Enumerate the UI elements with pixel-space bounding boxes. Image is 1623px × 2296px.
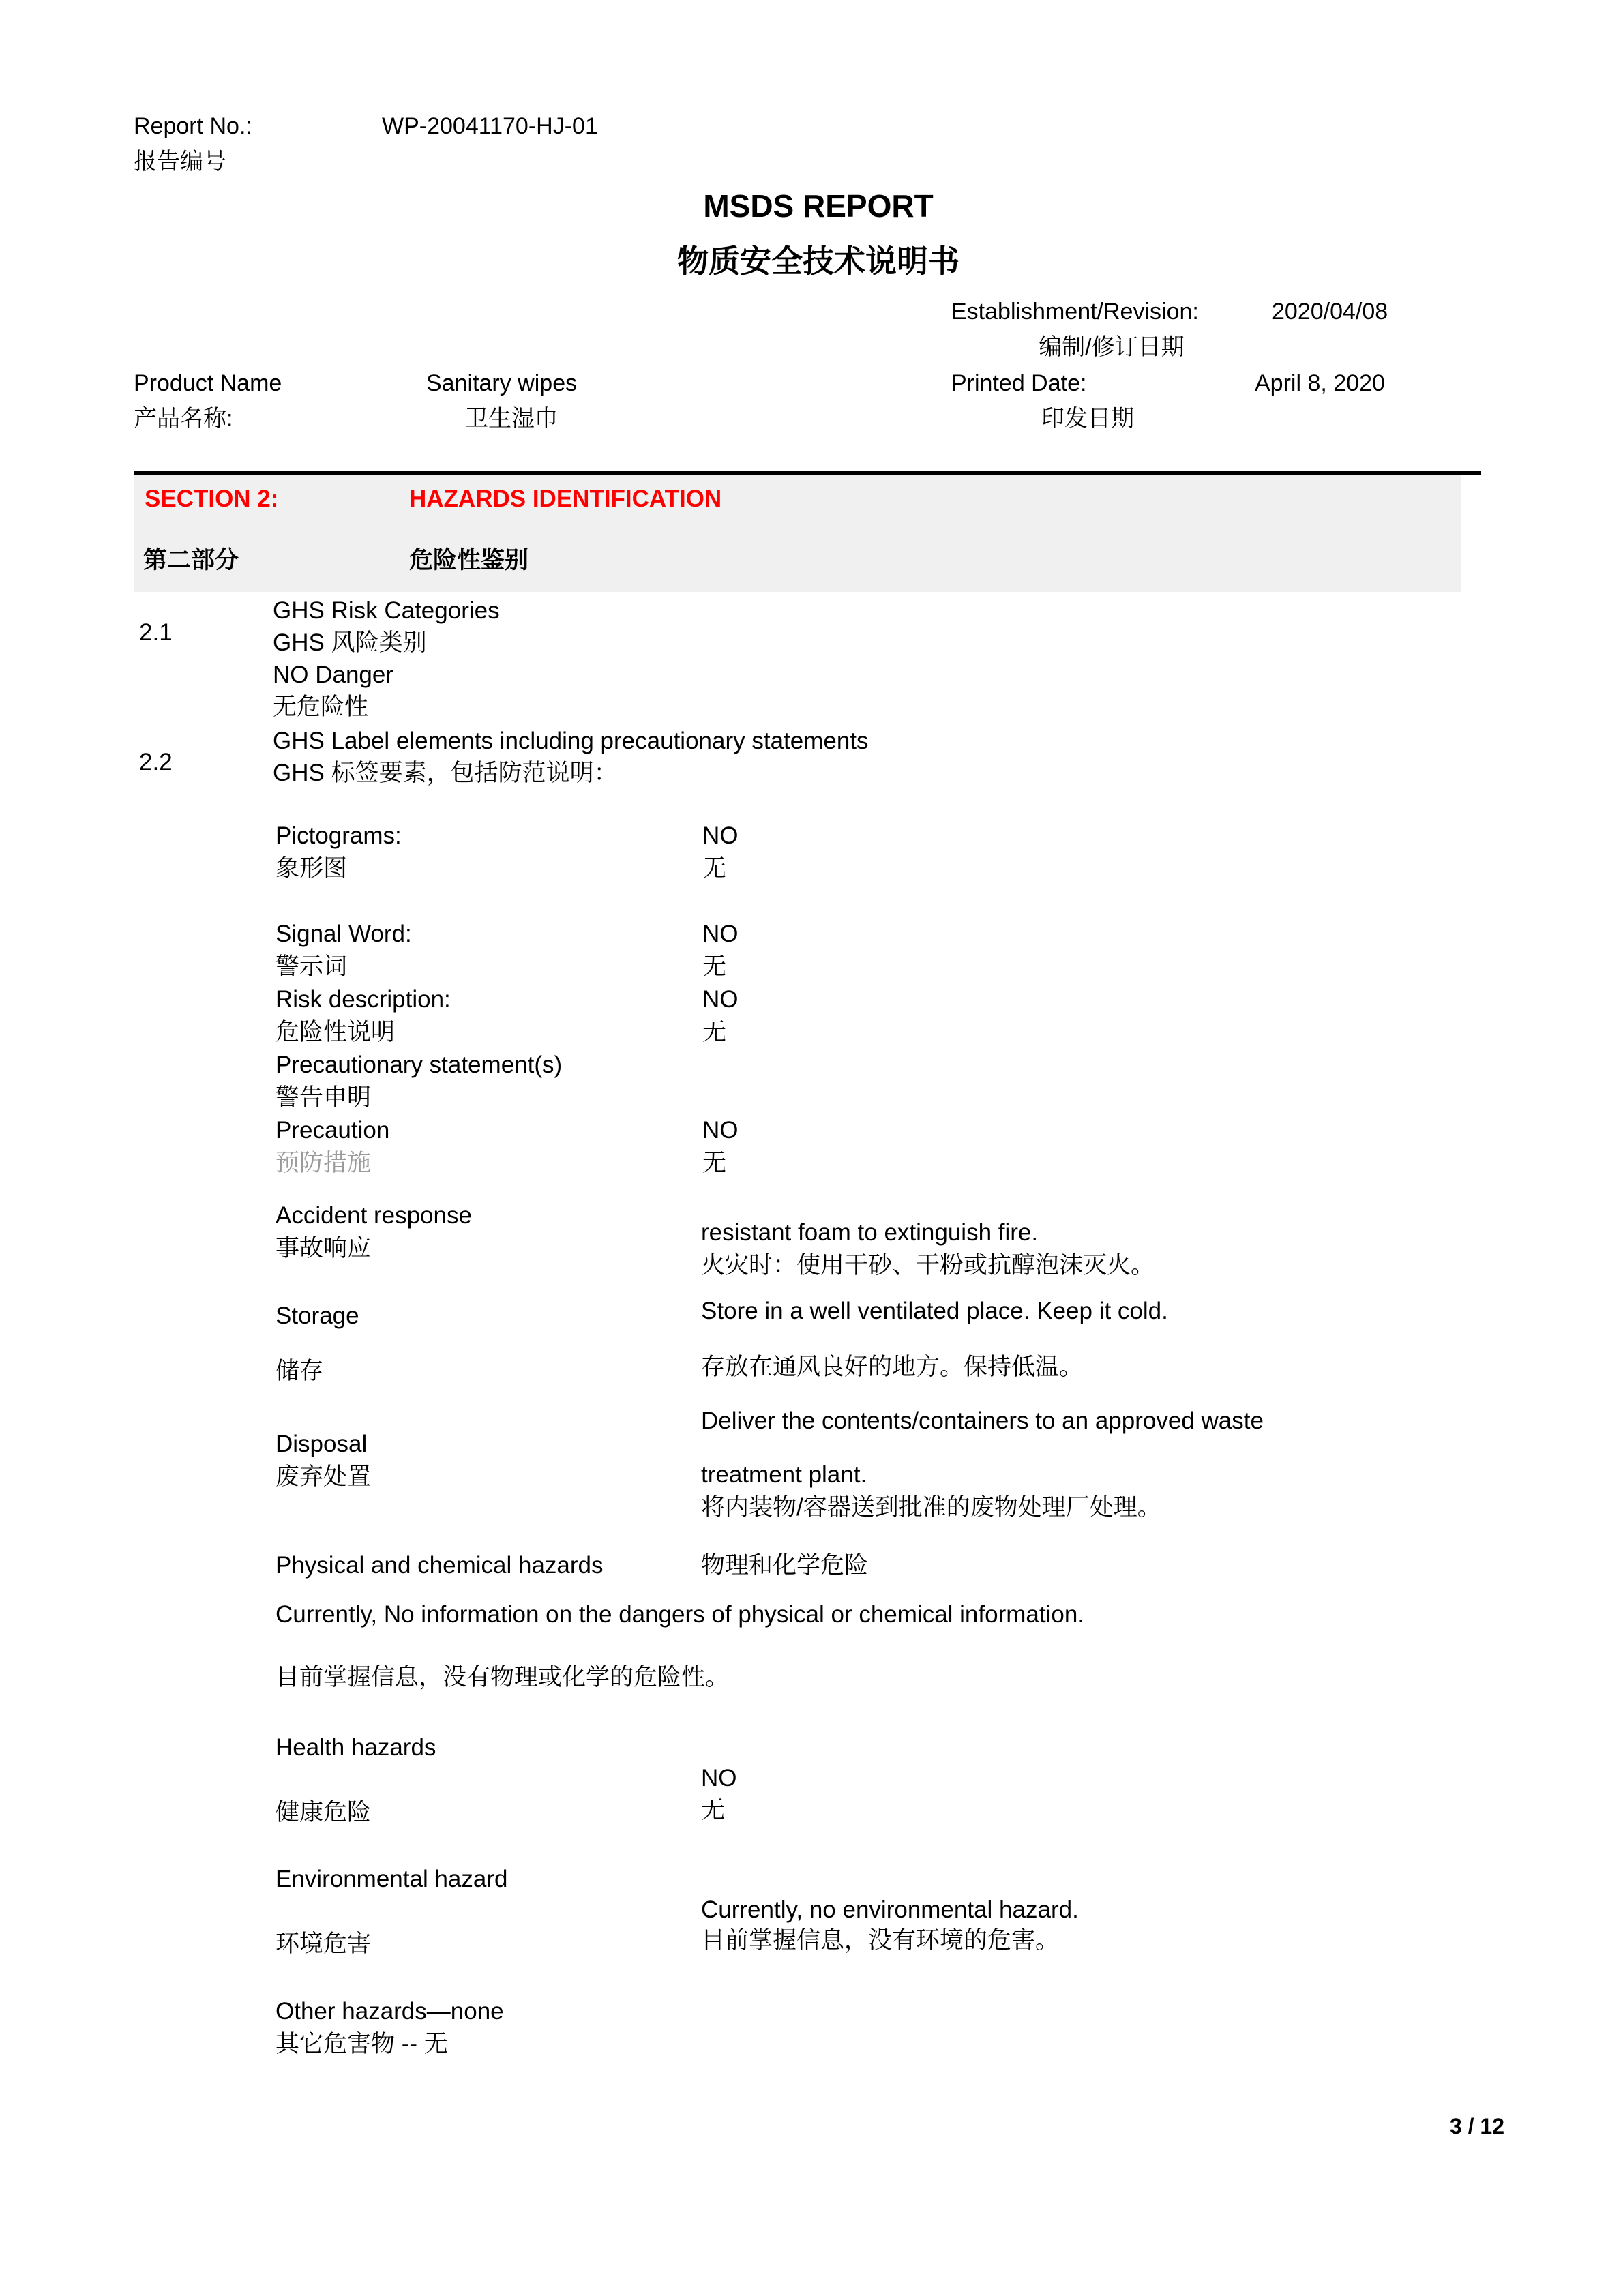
row-signal-word-value-en: NO [702,921,739,947]
report-no-label-en: Report No.: [134,113,252,139]
page-number: 3 / 12 [1449,2114,1504,2138]
report-no-value: WP-20041170-HJ-01 [382,113,598,139]
document-title-en: MSDS REPORT [703,188,934,224]
row-precaution-value-cn: 无 [702,1150,727,1176]
row-risk-description-label-en: Risk description: [276,986,451,1013]
row-risk-description-label-cn: 危险性说明 [276,1019,396,1045]
row-physical-chemical-hazards-note-cn: 目前掌握信息，没有物理或化学的危险性。 [276,1664,730,1690]
item-2-1-line-3: NO Danger [273,661,394,688]
row-risk-description-value-en: NO [702,986,739,1013]
row-health-hazards-label-en: Health hazards [276,1734,436,1761]
item-2-1-line-2: GHS 风险类别 [273,629,427,656]
product-name-label-cn: 产品名称: [134,406,233,432]
document-title-cn: 物质安全技术说明书 [677,243,959,279]
row-environmental-hazard-value-cn: 目前掌握信息，没有环境的危害。 [701,1927,1060,1954]
row-physical-chemical-hazards-label-en: Physical and chemical hazards [276,1552,604,1579]
row-precaution-label-cn: 预防措施 [276,1150,372,1176]
product-name-label-en: Product Name [134,370,282,396]
product-name-value-cn: 卫生湿巾 [465,406,558,432]
row-storage-value-en: Store in a well ventilated place. Keep it cold. [701,1298,1168,1324]
row-storage-value-cn: 存放在通风良好的地方。保持低温。 [701,1354,1084,1380]
row-precaution-value-en: NO [702,1117,739,1144]
row-accident-response-label-cn: 事故响应 [276,1235,372,1262]
row-health-hazards-value-cn: 无 [701,1797,726,1823]
row-accident-response-value-en: resistant foam to extinguish fire. [701,1219,1039,1246]
row-pictograms-value-en: NO [702,822,739,849]
item-2-1-number: 2.1 [139,619,173,646]
row-pictograms-label-en: Pictograms: [276,822,402,849]
row-precautionary-statements-label-cn: 警告申明 [276,1084,372,1111]
row-accident-response-value-cn: 火灾时：使用干砂、干粉或抗醇泡沫灭火。 [701,1252,1155,1279]
product-name-value-en: Sanitary wipes [426,370,578,396]
row-other-hazards-label-en: Other hazards—none [276,1998,504,2025]
row-risk-description-value-cn: 无 [702,1019,727,1045]
section-number-en: SECTION 2: [145,486,279,512]
item-2-2-line-2: GHS 标签要素，包括防范说明： [273,760,618,786]
row-precautionary-statements-label-en: Precautionary statement(s) [276,1052,563,1078]
row-disposal-label-en: Disposal [276,1431,368,1457]
row-disposal-value-cn: 将内装物/容器送到批准的废物处理厂处理。 [701,1494,1161,1521]
row-pictograms-label-cn: 象形图 [276,855,348,882]
row-precaution-label-en: Precaution [276,1117,390,1144]
item-2-2-number: 2.2 [139,749,173,775]
printed-date-value: April 8, 2020 [1255,370,1385,396]
establishment-value: 2020/04/08 [1272,299,1388,325]
row-other-hazards-label-cn: 其它危害物 -- 无 [276,2031,448,2057]
row-disposal-value-en-line2: treatment plant. [701,1461,867,1488]
row-accident-response-label-en: Accident response [276,1202,472,1229]
section-number-cn: 第二部分 [143,547,239,573]
row-disposal-label-cn: 废弃处置 [276,1463,372,1490]
row-pictograms-value-cn: 无 [702,855,727,882]
row-physical-chemical-hazards-label-cn: 物理和化学危险 [701,1552,869,1579]
row-storage-label-cn: 储存 [276,1358,324,1384]
section-banner [134,475,1461,592]
section-title-cn: 危险性鉴别 [409,547,529,573]
establishment-label-en: Establishment/Revision: [951,299,1199,325]
row-signal-word-label-cn: 警示词 [276,953,348,980]
report-no-label-cn: 报告编号 [134,149,226,175]
row-health-hazards-value-en: NO [701,1765,737,1791]
row-environmental-hazard-label-en: Environmental hazard [276,1866,508,1892]
item-2-1-line-1: GHS Risk Categories [273,597,500,624]
item-2-2-line-1: GHS Label elements including precautionary statements [273,728,869,754]
row-disposal-value-en-line1: Deliver the contents/containers to an approved waste [701,1407,1264,1434]
establishment-label-cn: 编制/修订日期 [1039,334,1185,360]
row-storage-label-en: Storage [276,1302,359,1329]
section-title-en: HAZARDS IDENTIFICATION [409,486,722,512]
row-physical-chemical-hazards-note-en: Currently, No information on the dangers of physical or chemical information. [276,1601,1085,1628]
row-signal-word-label-en: Signal Word: [276,921,412,947]
printed-date-label-en: Printed Date: [951,370,1087,396]
row-signal-word-value-cn: 无 [702,953,727,980]
row-health-hazards-label-cn: 健康危险 [276,1799,372,1825]
row-environmental-hazard-label-cn: 环境危害 [276,1930,372,1957]
item-2-1-line-4: 无危险性 [273,694,369,720]
printed-date-label-cn: 印发日期 [1041,406,1134,432]
row-environmental-hazard-value-en: Currently, no environmental hazard. [701,1896,1079,1923]
